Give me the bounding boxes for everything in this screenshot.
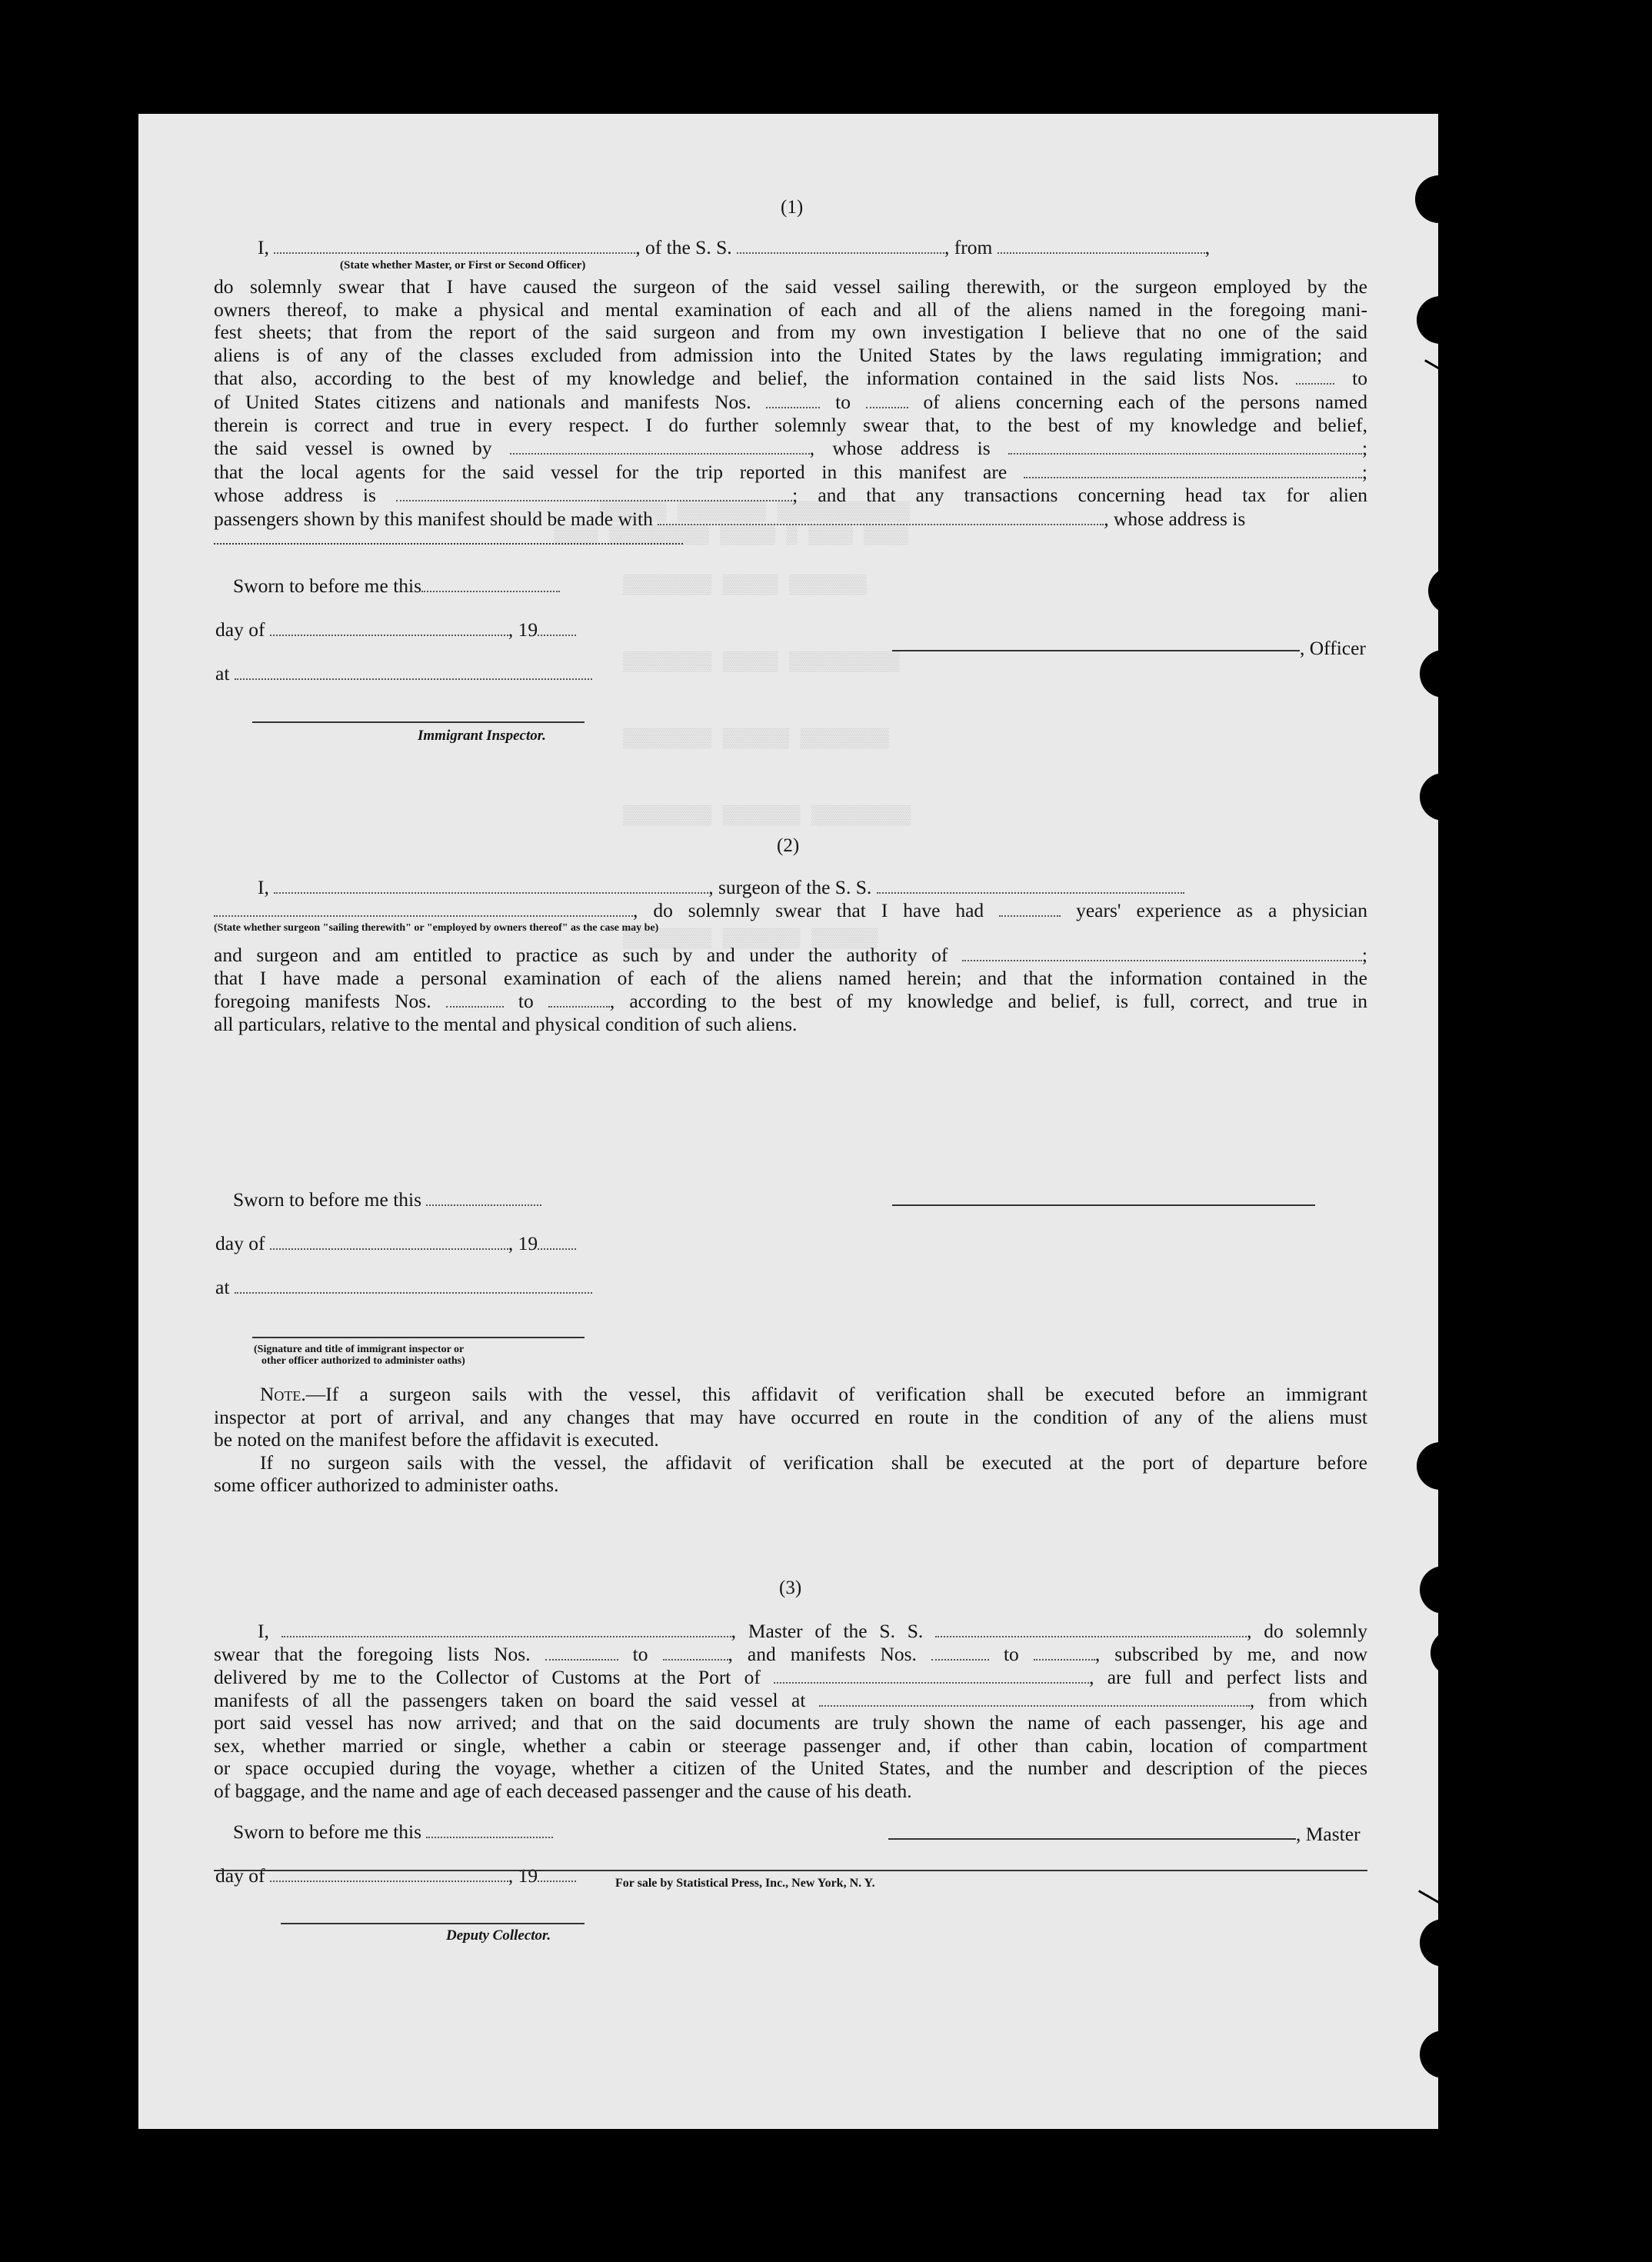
month-field[interactable] bbox=[270, 1864, 508, 1882]
text: that the local agents for the said vessel for the trip reported in this manifest are bbox=[214, 460, 1008, 483]
line bbox=[214, 989, 1367, 1013]
day-of-line bbox=[215, 1231, 576, 1255]
manifests-to-field[interactable] bbox=[548, 989, 610, 1008]
bleed-through-text: ▒▒▒▒▒▒▒▒ ▒▒▒▒▒▒▒ ▒▒▒▒▒▒ bbox=[623, 929, 878, 950]
vessel-name-field[interactable] bbox=[737, 235, 944, 254]
text: day of bbox=[215, 618, 265, 641]
head-tax-party-field[interactable] bbox=[658, 507, 1104, 525]
section-number: (1) bbox=[781, 197, 804, 218]
text: to bbox=[632, 1643, 648, 1665]
text: , do solemnly bbox=[1247, 1620, 1368, 1642]
bottom-rule bbox=[214, 1870, 1367, 1871]
line bbox=[214, 943, 1367, 967]
sworn-line bbox=[233, 1188, 541, 1211]
text: Sworn to before me this bbox=[233, 1188, 422, 1211]
note-paragraph bbox=[214, 1383, 1367, 1497]
place-field[interactable] bbox=[235, 661, 592, 680]
sworn-date-field[interactable] bbox=[421, 574, 560, 592]
line bbox=[214, 507, 1367, 531]
sworn-date-field[interactable] bbox=[426, 1188, 541, 1206]
bleed-through-text: ▒▒▒▒▒▒▒▒ ▒▒▒▒▒▒▒ ▒▒▒▒▒▒▒▒▒ bbox=[623, 806, 911, 827]
text: passengers shown by this manifest should be made with bbox=[214, 507, 653, 530]
master-signature-line[interactable] bbox=[888, 1838, 1296, 1840]
line: or space occupied during the voyage, whether a citizen of the United States, and the number and description of the pieces bbox=[214, 1757, 1367, 1780]
sworn-line bbox=[233, 574, 560, 598]
surgeon-line-1 bbox=[258, 875, 1184, 899]
authority-field[interactable] bbox=[962, 943, 1362, 961]
text: whose address is bbox=[214, 484, 376, 507]
inspector-signature-line[interactable] bbox=[252, 721, 585, 723]
month-field[interactable] bbox=[270, 618, 508, 636]
surgeon-status-field[interactable] bbox=[214, 898, 633, 917]
line bbox=[214, 483, 1367, 507]
oath-line-1 bbox=[258, 235, 1367, 259]
text: —If a surgeon sails with the vessel, this affidavit of verification shall be executed before an immigrant bbox=[305, 1383, 1367, 1405]
binder-hole bbox=[1420, 773, 1467, 821]
text: , 19 bbox=[508, 1232, 538, 1254]
text: ; and that any transactions concerning head tax for alien bbox=[792, 484, 1368, 507]
lists-from-field[interactable] bbox=[1296, 366, 1334, 385]
note-label: Note. bbox=[260, 1383, 306, 1405]
surgeon-vessel-field[interactable] bbox=[877, 875, 1184, 894]
line: be noted on the manifest before the affidavit is executed. bbox=[214, 1428, 659, 1451]
text: , whose address is bbox=[1104, 507, 1246, 530]
text: , are full and perfect lists and bbox=[1089, 1666, 1367, 1688]
text: of United States citizens and nationals and manifests Nos. bbox=[214, 390, 751, 413]
text: ; bbox=[1361, 437, 1368, 460]
agent-address-field[interactable] bbox=[396, 483, 792, 501]
sig-note-line: other officer authorized to administer oaths) bbox=[261, 1355, 465, 1367]
line: some officer authorized to administer oaths. bbox=[214, 1474, 559, 1497]
address-continuation-line[interactable] bbox=[214, 543, 683, 545]
year-field[interactable] bbox=[538, 1864, 576, 1882]
collector-caption: Deputy Collector. bbox=[446, 1927, 551, 1944]
text: , 19 bbox=[508, 1864, 538, 1887]
master-paragraph bbox=[214, 1711, 1367, 1802]
text: to bbox=[1003, 1643, 1019, 1665]
officer-field[interactable] bbox=[274, 235, 635, 254]
text: , bbox=[1204, 236, 1211, 258]
month-field[interactable] bbox=[270, 1231, 508, 1250]
owner-field[interactable] bbox=[510, 436, 810, 455]
years-experience-field[interactable] bbox=[999, 898, 1061, 917]
master-vessel-field[interactable] bbox=[935, 1619, 1247, 1637]
text: , of the S. S. bbox=[635, 236, 732, 258]
lists-from-field[interactable] bbox=[545, 1642, 618, 1661]
line bbox=[214, 390, 1367, 414]
master-line-1 bbox=[258, 1619, 1367, 1643]
day-of-line bbox=[215, 1864, 576, 1887]
line: port said vessel has now arrived; and that on the said documents are truly shown the name of each passenger, his age and bbox=[214, 1711, 1367, 1734]
surgeon-paragraph bbox=[214, 943, 1367, 1035]
bleed-through-text: ▒▒▒▒▒▒▒▒ ▒▒▒▒▒ ▒▒▒▒▒▒▒ bbox=[623, 575, 867, 596]
surgeon-signature-line[interactable] bbox=[892, 1204, 1315, 1206]
binder-hole bbox=[1420, 650, 1467, 698]
text: Sworn to before me this bbox=[233, 1821, 422, 1843]
year-field[interactable] bbox=[538, 1231, 576, 1250]
text: to bbox=[835, 390, 851, 413]
line: owners thereof, to make a physical and mental examination of each and all of the aliens named in the foregoing mani- bbox=[214, 298, 1367, 321]
bleed-through-text: ▒▒▒▒▒▒▒▒ ▒▒▒▒▒ ▒▒▒▒▒▒▒▒▒▒ bbox=[623, 652, 901, 673]
line: sex, whether married or single, whether a cabin or steerage passenger and, if other than cabin, location of compartment bbox=[214, 1734, 1367, 1757]
bleed-through-text: ▒▒▒▒ ▒▒▒▒▒▒▒▒▒ ▒▒▒▒▒ ▒ ▒▒▒▒ ▒▒▒▒ bbox=[554, 525, 908, 546]
surgeon-name-field[interactable] bbox=[274, 875, 708, 894]
binder-hole bbox=[1417, 1442, 1464, 1490]
master-line-4 bbox=[214, 1688, 1367, 1712]
manifests-to-field[interactable] bbox=[1034, 1642, 1095, 1661]
text: Sworn to before me this bbox=[233, 575, 422, 597]
text: delivered by me to the Collector of Customs at the Port of bbox=[214, 1666, 761, 1688]
text: , from bbox=[944, 236, 993, 258]
binder-hole bbox=[1420, 1566, 1467, 1614]
bleed-through-text: ▒▒▒▒▒▒ ▒▒▒▒▒▒▒▒ ▒▒▒▒▒▒▒▒▒▒▒▒ bbox=[600, 502, 911, 523]
text: ; bbox=[1361, 944, 1368, 966]
text: at bbox=[215, 1276, 230, 1298]
officer-label: , Officer bbox=[1300, 637, 1366, 659]
day-of-line bbox=[215, 618, 576, 641]
text: , and manifests Nos. bbox=[728, 1643, 917, 1665]
text: , surgeon of the S. S. bbox=[708, 876, 872, 898]
text: at bbox=[215, 662, 230, 685]
line bbox=[214, 366, 1367, 390]
manifests-from-field[interactable] bbox=[766, 390, 820, 408]
local-agents-field[interactable] bbox=[1024, 460, 1362, 478]
officer-note: (State whether Master, or First or Second Officer) bbox=[340, 259, 586, 272]
master-line-2 bbox=[214, 1642, 1367, 1666]
binder-hole bbox=[1420, 2030, 1467, 2078]
bleed-through-text: ▒▒▒▒▒▒▒▒ ▒▒▒▒▒▒ ▒▒▒▒▒▒▒▒ bbox=[623, 729, 889, 750]
inspector-signature-line[interactable] bbox=[252, 1337, 585, 1338]
text: , from which bbox=[1249, 1689, 1368, 1711]
line: aliens is of any of the classes excluded from admission into the United States by the laws regulating immigration; and bbox=[214, 343, 1367, 366]
master-name-field[interactable] bbox=[281, 1619, 731, 1637]
line: do solemnly swear that I have caused the surgeon of the said vessel sailing therewith, or the surgeon employed by the bbox=[214, 275, 1367, 298]
section-number: (2) bbox=[777, 835, 800, 856]
text: day of bbox=[215, 1864, 265, 1887]
line: therein is correct and true in every respect. I do further solemnly swear that, to the best of my knowledge and belief, bbox=[214, 413, 1367, 436]
oath-paragraph bbox=[214, 275, 1367, 531]
sworn-line bbox=[233, 1820, 553, 1844]
at-line bbox=[215, 661, 592, 685]
binder-hole bbox=[1420, 1919, 1467, 1967]
text: that also, according to the best of my knowledge and belief, the information contained in the said lists Nos. bbox=[214, 367, 1279, 390]
surgeon-line-2 bbox=[214, 898, 1367, 922]
manifests-from-field[interactable] bbox=[931, 1642, 989, 1661]
text: foregoing manifests Nos. bbox=[214, 990, 431, 1013]
text: I, bbox=[258, 876, 269, 898]
printer-footer: For sale by Statistical Press, Inc., New York, N. Y. bbox=[615, 1877, 875, 1890]
owner-address-field[interactable] bbox=[1008, 436, 1362, 455]
text: , Master of the S. S. bbox=[731, 1620, 924, 1642]
binder-hole bbox=[1431, 1629, 1478, 1677]
text: , whose address is bbox=[809, 437, 991, 460]
text: day of bbox=[215, 1232, 265, 1254]
binder-hole bbox=[1417, 296, 1464, 344]
text: to bbox=[518, 990, 534, 1013]
text: I, bbox=[258, 236, 269, 258]
line: of baggage, and the name and age of each deceased passenger and the cause of his death. bbox=[214, 1779, 912, 1802]
embarkation-port-field[interactable] bbox=[819, 1688, 1250, 1707]
section-number: (3) bbox=[779, 1577, 802, 1598]
text: swear that the foregoing lists Nos. bbox=[214, 1643, 531, 1665]
text: ; bbox=[1361, 460, 1368, 483]
place-field[interactable] bbox=[235, 1275, 592, 1294]
master-line-3 bbox=[214, 1665, 1367, 1689]
line: If no surgeon sails with the vessel, the affidavit of verification shall be executed at the port of departure before bbox=[260, 1451, 1367, 1474]
collector-signature-line[interactable] bbox=[281, 1923, 585, 1924]
line bbox=[214, 436, 1367, 460]
line: inspector at port of arrival, and any changes that may have occurred en route in the condition of any of the aliens must bbox=[214, 1405, 1367, 1428]
line: all particulars, relative to the mental and physical condition of such aliens. bbox=[214, 1012, 798, 1035]
binder-hole bbox=[1428, 567, 1476, 615]
text: years' experience as a physician bbox=[1076, 899, 1367, 921]
manifest-page bbox=[138, 114, 1438, 2129]
line: that I have made a personal examination of each of the aliens named herein; and that the information contained in the bbox=[214, 966, 1367, 989]
at-line bbox=[215, 1275, 592, 1299]
text: to bbox=[1352, 367, 1368, 390]
manifests-from-field[interactable] bbox=[446, 989, 504, 1008]
master-label: , Master bbox=[1296, 1823, 1361, 1845]
port-field[interactable] bbox=[774, 1665, 1089, 1684]
line bbox=[214, 1383, 1367, 1406]
text: , 19 bbox=[508, 618, 538, 641]
text: I, bbox=[258, 1620, 269, 1642]
text: of aliens concerning each of the persons named bbox=[923, 390, 1367, 413]
text: , according to the best of my knowledge and belief, is full, correct, and true in bbox=[609, 990, 1368, 1013]
inspector-caption: Immigrant Inspector. bbox=[418, 728, 546, 744]
year-field[interactable] bbox=[538, 618, 576, 636]
text: and surgeon and am entitled to practice as such by and under the authority of bbox=[214, 944, 948, 966]
manifests-to-field[interactable] bbox=[866, 390, 908, 408]
line bbox=[214, 460, 1367, 484]
text: , do solemnly swear that I have had bbox=[633, 899, 984, 921]
binder-hole bbox=[1415, 175, 1463, 223]
sig-note-line: (Signature and title of immigrant inspector or bbox=[254, 1344, 465, 1355]
sworn-date-field[interactable] bbox=[426, 1820, 553, 1838]
text: manifests of all the passengers taken on board the said vessel at bbox=[214, 1689, 806, 1711]
line: fest sheets; that from the report of the said surgeon and from my own investigation I believe that no one of the said bbox=[214, 321, 1367, 344]
officer-signature-line[interactable] bbox=[892, 650, 1300, 651]
text: the said vessel is owned by bbox=[214, 437, 492, 460]
text: , subscribed by me, and now bbox=[1094, 1643, 1368, 1665]
lists-to-field[interactable] bbox=[663, 1642, 728, 1661]
from-port-field[interactable] bbox=[998, 235, 1205, 254]
surgeon-note: (State whether surgeon "sailing therewith" or "employed by owners thereof" as the case may be) bbox=[214, 922, 659, 934]
